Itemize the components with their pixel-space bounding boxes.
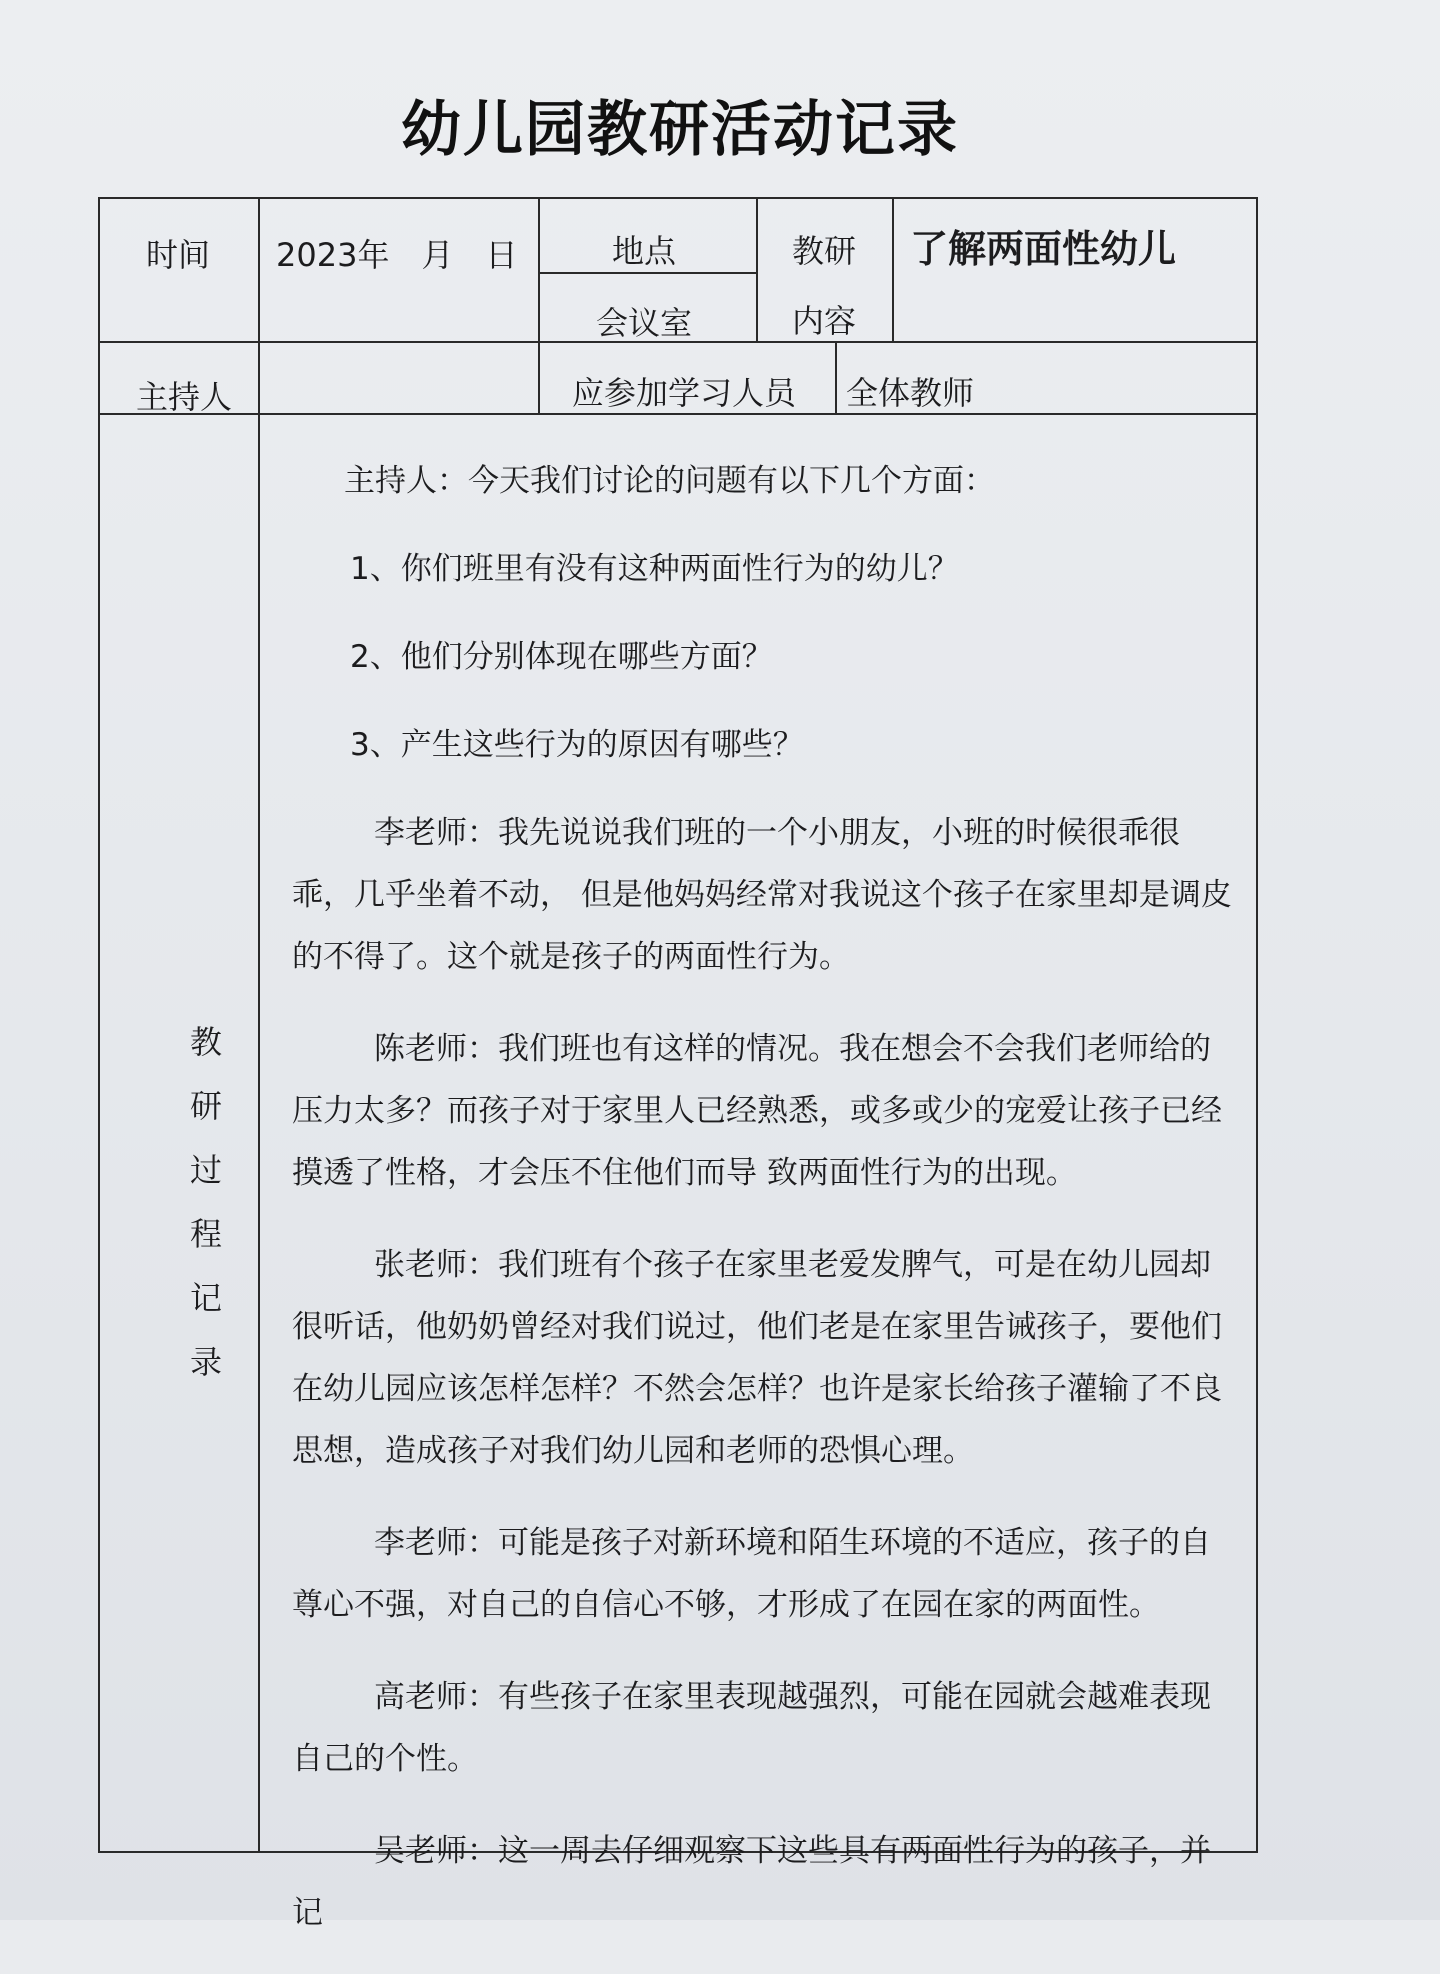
process-label-char: 录 bbox=[189, 1343, 222, 1381]
col-divider bbox=[258, 199, 260, 1851]
document-title: 幼儿园教研活动记录 bbox=[401, 95, 959, 165]
place-label: 地点 bbox=[612, 232, 677, 270]
col-divider bbox=[538, 199, 540, 413]
question-item: 3、产生这些行为的原因有哪些？ bbox=[350, 727, 804, 763]
teacher-remark: 吴老师：这一周去仔细观察下这些具有两面性行为的孩子，并记 bbox=[292, 1833, 1211, 1931]
teacher-remark: 高老师：有些孩子在家里表现越强烈，可能在园就会越难表现自己的个性。 bbox=[292, 1679, 1211, 1777]
time-label: 时间 bbox=[146, 236, 211, 274]
col-divider bbox=[756, 199, 758, 341]
question-item: 2、他们分别体现在哪些方面？ bbox=[350, 639, 773, 675]
col-divider bbox=[835, 341, 837, 413]
process-record-label bbox=[176, 1010, 236, 1394]
content-label-line2: 内容 bbox=[792, 302, 857, 340]
process-label-char: 记 bbox=[189, 1279, 222, 1317]
host-label: 主持人 bbox=[136, 378, 233, 416]
process-label-char: 研 bbox=[189, 1087, 222, 1125]
teacher-remark: 陈老师：我们班也有这样的情况。我在想会不会我们老师给的压力太多？而孩子对于家里人已经熟悉，或多或少的宠爱让孩子已经摸透了性格，才会压不住他们而导 致两面性行为的出现。 bbox=[292, 1031, 1222, 1191]
participants-value: 全体教师 bbox=[846, 374, 975, 412]
process-label-char: 过 bbox=[189, 1151, 222, 1189]
place-value: 会议室 bbox=[596, 304, 693, 342]
place-divider bbox=[538, 272, 756, 274]
teacher-remark: 张老师：我们班有个孩子在家里老爱发脾气，可是在幼儿园却很听话，他奶奶曾经对我们说过，他们老是在家里告诫孩子，要他们在幼儿园应该怎样怎样？不然会怎样？也许是家长给孩子灌输了不良思想，造成孩子对我们幼儿园和老师的恐惧心理。 bbox=[292, 1247, 1222, 1469]
process-record-body bbox=[292, 450, 1232, 1974]
content-value: 了解两面性幼儿 bbox=[910, 227, 1177, 271]
teacher-remark: 李老师：可能是孩子对新环境和陌生环境的不适应，孩子的自尊心不强，对自己的自信心不够，才形成了在园在家的两面性。 bbox=[292, 1525, 1211, 1623]
question-item: 1、你们班里有没有这种两面性行为的幼儿？ bbox=[350, 551, 959, 587]
process-label-char: 程 bbox=[189, 1215, 222, 1253]
content-label-line1: 教研 bbox=[792, 232, 857, 270]
time-value: 2023年 月 日 bbox=[276, 236, 518, 274]
teacher-remark: 李老师：我先说说我们班的一个小朋友，小班的时候很乖很乖，几乎坐着不动， 但是他妈妈经常对我说这个孩子在家里却是调皮的不得了。这个就是孩子的两面性行为。 bbox=[292, 815, 1232, 975]
process-label-char: 教 bbox=[189, 1023, 222, 1061]
participants-label: 应参加学习人员 bbox=[572, 374, 797, 412]
col-divider bbox=[892, 199, 894, 341]
host-intro: 主持人：今天我们讨论的问题有以下几个方面： bbox=[344, 463, 995, 499]
